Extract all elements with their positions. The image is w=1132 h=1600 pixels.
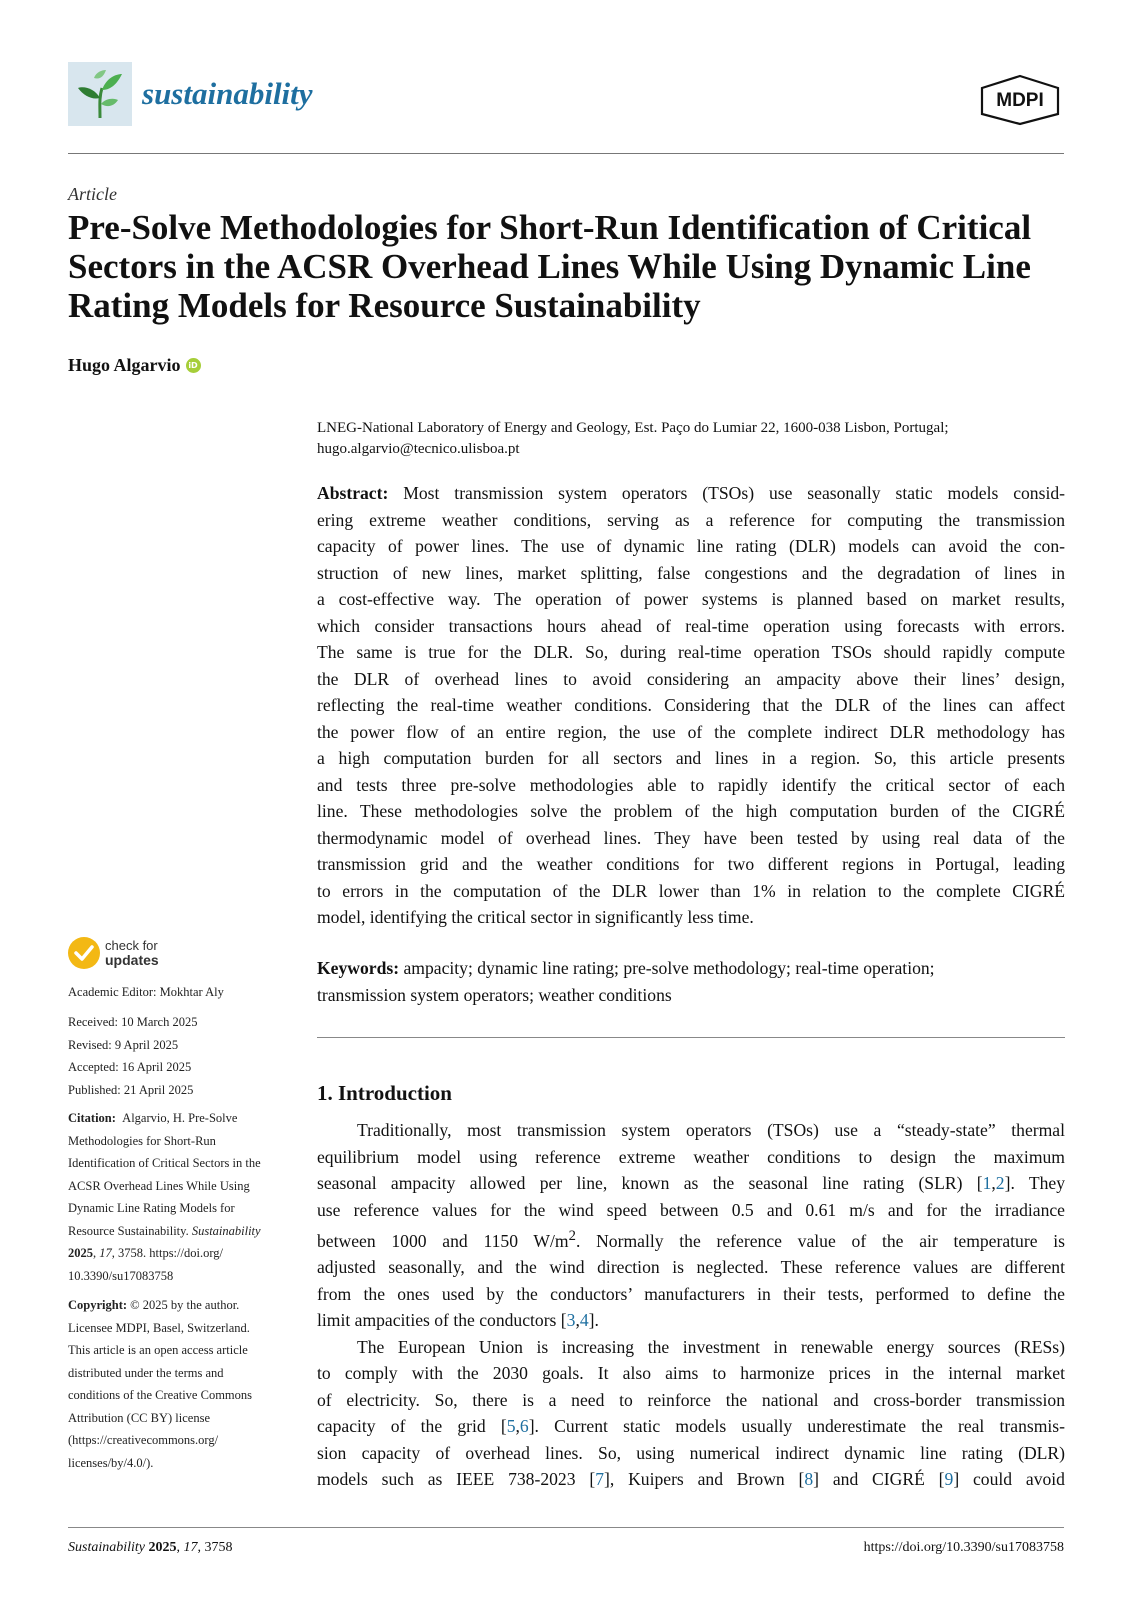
license-link[interactable]: licenses/by/4.0/).	[68, 1455, 154, 1470]
body-line: capacity of the grid [5,6]. Current static models usually underestimate the real transmis-	[317, 1416, 1065, 1437]
body-line: equilibrium model using reference extreme weather conditions to design the maximum	[317, 1146, 1065, 1167]
affiliation-line: LNEG-National Laboratory of Energy and Geology, Est. Paço do Lumiar 22, 1600-038 Lisbon, Portugal;	[317, 420, 949, 436]
section-heading: 1. Introduction	[317, 1081, 452, 1105]
reference-link[interactable]: 6	[519, 1416, 529, 1437]
body-line: between 1000 and 1150 $W/m^2$. Normally the reference value of the air temperature is	[317, 1228, 1065, 1251]
reference-link[interactable]: 8	[804, 1469, 814, 1490]
body-line: use reference values for the wind speed between 0.5 and 0.61 m/s and for the irradiance	[317, 1199, 1065, 1220]
journal-name: sustainability	[142, 76, 313, 111]
article-title	[68, 208, 1068, 325]
affiliation-email[interactable]: hugo.algarvio@tecnico.ulisboa.pt	[317, 441, 520, 457]
abstract-line: a high computation burden for all sectors and lines in a region. So, this article presents	[317, 748, 1065, 768]
journal-logo[interactable]	[68, 62, 313, 126]
body-line: to comply with the 2030 goals. It also aims to harmonize prices in the internal market	[317, 1363, 1065, 1384]
article-type: Article	[68, 184, 117, 204]
abstract-line: which consider transactions hours ahead of real-time operation using forecasts with errors.	[317, 615, 1065, 636]
academic-editor: Academic Editor: Mokhtar Aly	[68, 985, 224, 999]
abstract-line: reflecting the real-time weather conditions. Considering that the DLR of the lines can affect	[317, 695, 1065, 715]
article-dates	[68, 1011, 293, 1101]
body-line: from the ones used by the conductors’ manufacturers in their tests, performed to define the	[317, 1283, 1065, 1304]
body-line: adjusted seasonally, and the wind direction is neglected. These reference values are different	[317, 1257, 1065, 1278]
abstract-line: model, identifying the critical sector in significantly less time.	[317, 907, 754, 927]
abstract-line: the DLR of overhead lines to avoid considering an ampacity above their lines’ design,	[317, 668, 1065, 689]
checkmark-icon	[68, 937, 100, 969]
abstract	[317, 480, 1065, 931]
publisher-name: MDPI	[996, 90, 1044, 111]
footer-divider	[68, 1527, 1064, 1528]
keywords-line: transmission system operators; weather conditions	[317, 984, 672, 1005]
body-line: models such as IEEE 738-2023 [7], Kuipers and Brown [8] and CIGRÉ [9] could avoid	[317, 1469, 1065, 1490]
abstract-line: The same is true for the DLR. So, during real-time operation TSOs should rapidly compute	[317, 642, 1065, 662]
body-line: seasonal ampacity allowed per line, known as the seasonal line rating (SLR) [1,2]. They	[317, 1173, 1065, 1193]
footer-citation: Sustainability 2025, 17, 3758	[68, 1540, 233, 1555]
body-line: sion capacity of overhead lines. So, using numerical indirect dynamic line rating (DLR)	[317, 1442, 1065, 1463]
keywords-line: Keywords: ampacity; dynamic line rating; pre-solve methodology; real-time operation;	[317, 958, 935, 978]
copyright-label: Copyright:	[68, 1298, 128, 1312]
abstract-line: struction of new lines, market splitting, false congestions and the degradation of lines in	[317, 562, 1065, 583]
mdpi-logo[interactable]	[978, 74, 1062, 126]
reference-link[interactable]: 3	[566, 1310, 576, 1331]
reference-link[interactable]: 2	[995, 1173, 1005, 1193]
citation-label: Citation:	[68, 1111, 116, 1125]
author-name[interactable]: Hugo Algarvio	[68, 355, 181, 375]
published-date: Published: 21 April 2025	[68, 1082, 194, 1097]
keywords-label: Keywords:	[317, 958, 400, 978]
citation-block: Citation: Algarvio, H. Pre-Solve Methodologies for Short-Run Identification of Critical Sectors in the ACSR Overhead Lines While Using Dynamic Line Rating Models for Resource Sustainability. Sustainability 2025, 17, 3758. https://doi.org/ 10.3390/su17083758	[68, 1107, 293, 1287]
citation-doi-link[interactable]: 10.3390/su17083758	[68, 1268, 174, 1283]
reference-link[interactable]: 1	[982, 1173, 992, 1193]
abstract-line: a cost-effective way. The operation of power systems is planned based on market results,	[317, 589, 1065, 609]
revised-date: Revised: 9 April 2025	[68, 1037, 179, 1052]
abstract-line: to errors in the computation of the DLR lower than 1% in relation to the complete CIGRÉ	[317, 880, 1065, 901]
abstract-line: transmission grid and the weather conditions for two different regions in Portugal, leading	[317, 854, 1065, 874]
reference-link[interactable]: 9	[944, 1469, 954, 1490]
body-line: Traditionally, most transmission system operators (TSOs) use a “steady-state” thermal	[357, 1120, 1065, 1140]
footer-doi-link[interactable]: https://doi.org/10.3390/su17083758	[863, 1540, 1064, 1555]
copyright-block: Copyright: © 2025 by the author. Licensee MDPI, Basel, Switzerland. This article is an open access article distributed under the terms and conditions of the Creative Commons Attribution (CC BY) license (https://creativecommons.org/ licenses/by/4.0/).	[68, 1294, 293, 1474]
accepted-date: Accepted: 16 April 2025	[68, 1060, 192, 1074]
header-divider	[68, 153, 1064, 154]
abstract-label: Abstract:	[317, 483, 389, 503]
author-line	[68, 355, 201, 376]
orcid-icon[interactable]: iD	[186, 358, 201, 373]
reference-link[interactable]: 7	[595, 1469, 604, 1490]
abstract-line: thermodynamic model of overhead lines. They have been tested by using real data of the	[317, 827, 1065, 848]
reference-link[interactable]: 5	[506, 1416, 516, 1437]
received-date: Received: 10 March 2025	[68, 1015, 198, 1029]
title-line: Sectors in the ACSR Overhead Lines While Using Dynamic Line	[68, 247, 1031, 286]
abstract-line: capacity of power lines. The use of dynamic line rating (DLR) models can avoid the con-	[317, 536, 1065, 556]
plant-icon	[68, 62, 132, 126]
abstract-line: and tests three pre-solve methodologies able to rapidly identify the critical sector of each	[317, 774, 1065, 795]
reference-link[interactable]: 4	[579, 1310, 589, 1331]
body-line: The European Union is increasing the investment in renewable energy sources (RESs)	[357, 1336, 1065, 1357]
introduction-body	[317, 1117, 1065, 1493]
section-divider	[317, 1037, 1065, 1038]
check-updates-text: check for updates	[105, 938, 159, 968]
abstract-line: the power flow of an entire region, the use of the complete indirect DLR methodology has	[317, 721, 1065, 742]
body-line: of electricity. So, there is a need to reinforce the national and cross-border transmission	[317, 1389, 1065, 1410]
license-link[interactable]: (https://creativecommons.org/	[68, 1433, 219, 1447]
abstract-line: ering extreme weather conditions, serving as a reference for computing the transmission	[317, 509, 1065, 530]
title-line: Pre-Solve Methodologies for Short-Run Identification of Critical	[68, 208, 1032, 247]
abstract-line: Abstract: Most transmission system operators (TSOs) use seasonally static models consid-	[317, 483, 1065, 503]
title-line: Rating Models for Resource Sustainability	[68, 286, 701, 325]
abstract-line: line. These methodologies solve the problem of the high computation burden of the CIGRÉ	[317, 801, 1065, 821]
affiliation	[317, 418, 1065, 460]
keywords	[317, 955, 1065, 1008]
check-for-updates-badge[interactable]	[68, 937, 159, 969]
body-line: limit ampacities of the conductors [3,4].	[317, 1310, 599, 1331]
